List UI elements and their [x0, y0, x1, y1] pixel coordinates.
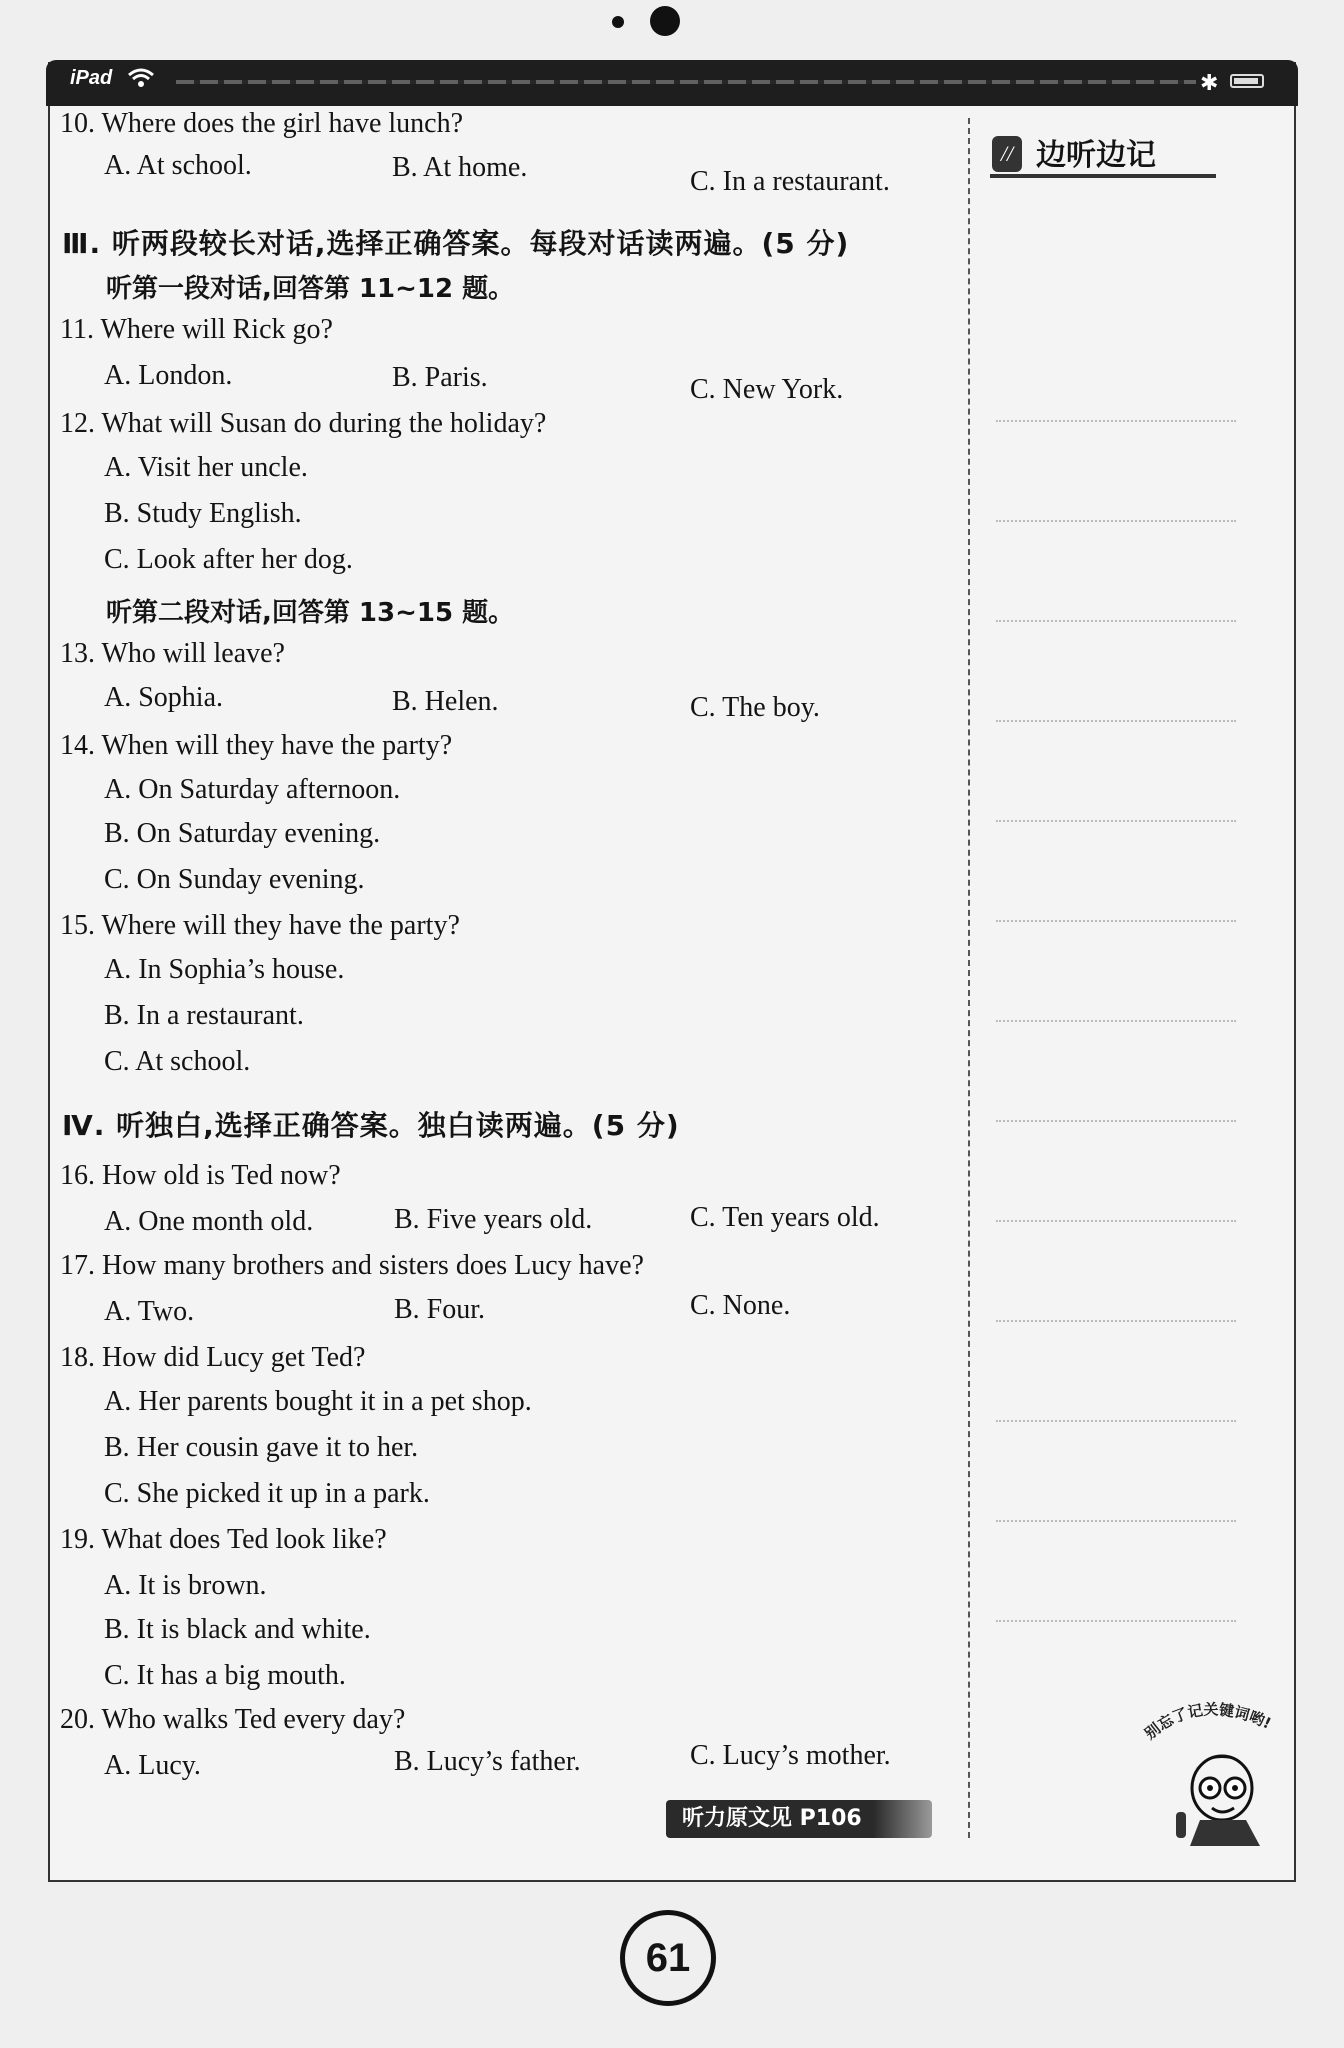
question-16-option-c: C. Ten years old.	[690, 1202, 880, 1233]
question-15-stem: 15. Where will they have the party?	[60, 910, 460, 941]
question-17-option-c: C. None.	[690, 1290, 791, 1321]
device-label: iPad	[70, 67, 113, 89]
ipad-status-bar	[46, 60, 1298, 106]
svg-text:别忘了记关键词哟!	[1141, 1701, 1274, 1743]
status-bar-texture	[176, 80, 1196, 84]
section-4-title: Ⅳ. 听独白,选择正确答案。独白读两遍。(5 分)	[62, 1109, 680, 1142]
note-line	[996, 1020, 1236, 1022]
note-line	[996, 520, 1236, 522]
question-17-option-a: A. Two.	[104, 1296, 195, 1327]
question-20-stem: 20. Who walks Ted every day?	[60, 1704, 406, 1735]
notes-title-underline	[990, 174, 1216, 178]
question-18-stem: 18. How did Lucy get Ted?	[60, 1342, 366, 1373]
bluetooth-icon: ✱	[1200, 70, 1219, 95]
question-19-option-b: B. It is black and white.	[104, 1614, 371, 1645]
question-12-option-a: A. Visit her uncle.	[104, 452, 308, 483]
question-16-option-a: A. One month old.	[104, 1206, 314, 1237]
question-10-option-a: A. At school.	[104, 150, 252, 181]
notes-column-divider	[968, 118, 970, 1838]
question-14-option-b: B. On Saturday evening.	[104, 818, 381, 849]
note-line	[996, 1320, 1236, 1322]
question-18-option-c: C. She picked it up in a park.	[104, 1478, 430, 1509]
question-15-option-a: A. In Sophia’s house.	[104, 954, 345, 985]
question-10-stem: 10. Where does the girl have lunch?	[60, 108, 464, 139]
question-15-option-c: C. At school.	[104, 1046, 251, 1077]
note-line	[996, 1120, 1236, 1122]
mascot-caption: 别忘了记关键词哟!	[1141, 1700, 1274, 1743]
question-10-option-c: C. In a restaurant.	[690, 166, 890, 197]
question-15-option-b: B. In a restaurant.	[104, 1000, 304, 1031]
question-13-stem: 13. Who will leave?	[60, 638, 285, 669]
question-13-option-a: A. Sophia.	[104, 682, 223, 713]
question-12-stem: 12. What will Susan do during the holiday?	[60, 408, 547, 439]
question-17-option-b: B. Four.	[394, 1294, 486, 1325]
section-3-title: Ⅲ. 听两段较长对话,选择正确答案。每段对话读两遍。(5 分)	[62, 227, 850, 260]
question-11-option-b: B. Paris.	[392, 362, 488, 393]
wifi-icon	[128, 68, 154, 88]
question-11-option-c: C. New York.	[690, 374, 844, 405]
big-dot	[650, 6, 680, 36]
question-19-option-a: A. It is brown.	[104, 1570, 267, 1601]
note-line	[996, 420, 1236, 422]
question-10-option-b: B. At home.	[392, 152, 528, 183]
question-20-option-b: B. Lucy’s father.	[394, 1746, 581, 1777]
note-line	[996, 820, 1236, 822]
question-17-stem: 17. How many brothers and sisters does Lucy have?	[60, 1250, 644, 1281]
question-14-option-a: A. On Saturday afternoon.	[104, 774, 401, 805]
question-16-stem: 16. How old is Ted now?	[60, 1160, 341, 1191]
question-14-option-c: C. On Sunday evening.	[104, 864, 365, 895]
question-20-option-c: C. Lucy’s mother.	[690, 1740, 891, 1771]
section-3-dialogue-1-instruction: 听第一段对话,回答第 11~12 题。	[106, 274, 515, 304]
notes-pen-icon: //	[992, 136, 1022, 172]
note-line	[996, 620, 1236, 622]
question-11-option-a: A. London.	[104, 360, 233, 391]
question-12-option-c: C. Look after her dog.	[104, 544, 353, 575]
question-14-stem: 14. When will they have the party?	[60, 730, 453, 761]
question-19-option-c: C. It has a big mouth.	[104, 1660, 346, 1691]
note-line	[996, 1420, 1236, 1422]
note-line	[996, 720, 1236, 722]
note-line	[996, 1620, 1236, 1622]
section-3-dialogue-2-instruction: 听第二段对话,回答第 13~15 题。	[106, 598, 515, 628]
page-number: 61	[620, 1910, 716, 2006]
battery-icon	[1230, 74, 1264, 88]
question-20-option-a: A. Lucy.	[104, 1750, 201, 1781]
question-19-stem: 19. What does Ted look like?	[60, 1524, 387, 1555]
question-13-option-c: C. The boy.	[690, 692, 820, 723]
question-11-stem: 11. Where will Rick go?	[60, 314, 333, 345]
question-18-option-a: A. Her parents bought it in a pet shop.	[104, 1386, 532, 1417]
mascot-illustration	[1140, 1700, 1280, 1850]
question-18-option-b: B. Her cousin gave it to her.	[104, 1432, 419, 1463]
small-dot	[612, 16, 624, 28]
question-12-option-b: B. Study English.	[104, 498, 302, 529]
note-line	[996, 920, 1236, 922]
notes-title: 边听边记	[1036, 138, 1156, 173]
question-16-option-b: B. Five years old.	[394, 1204, 593, 1235]
note-line	[996, 1520, 1236, 1522]
note-line	[996, 1220, 1236, 1222]
question-13-option-b: B. Helen.	[392, 686, 499, 717]
listening-script-reference: 听力原文见 P106	[666, 1800, 932, 1838]
